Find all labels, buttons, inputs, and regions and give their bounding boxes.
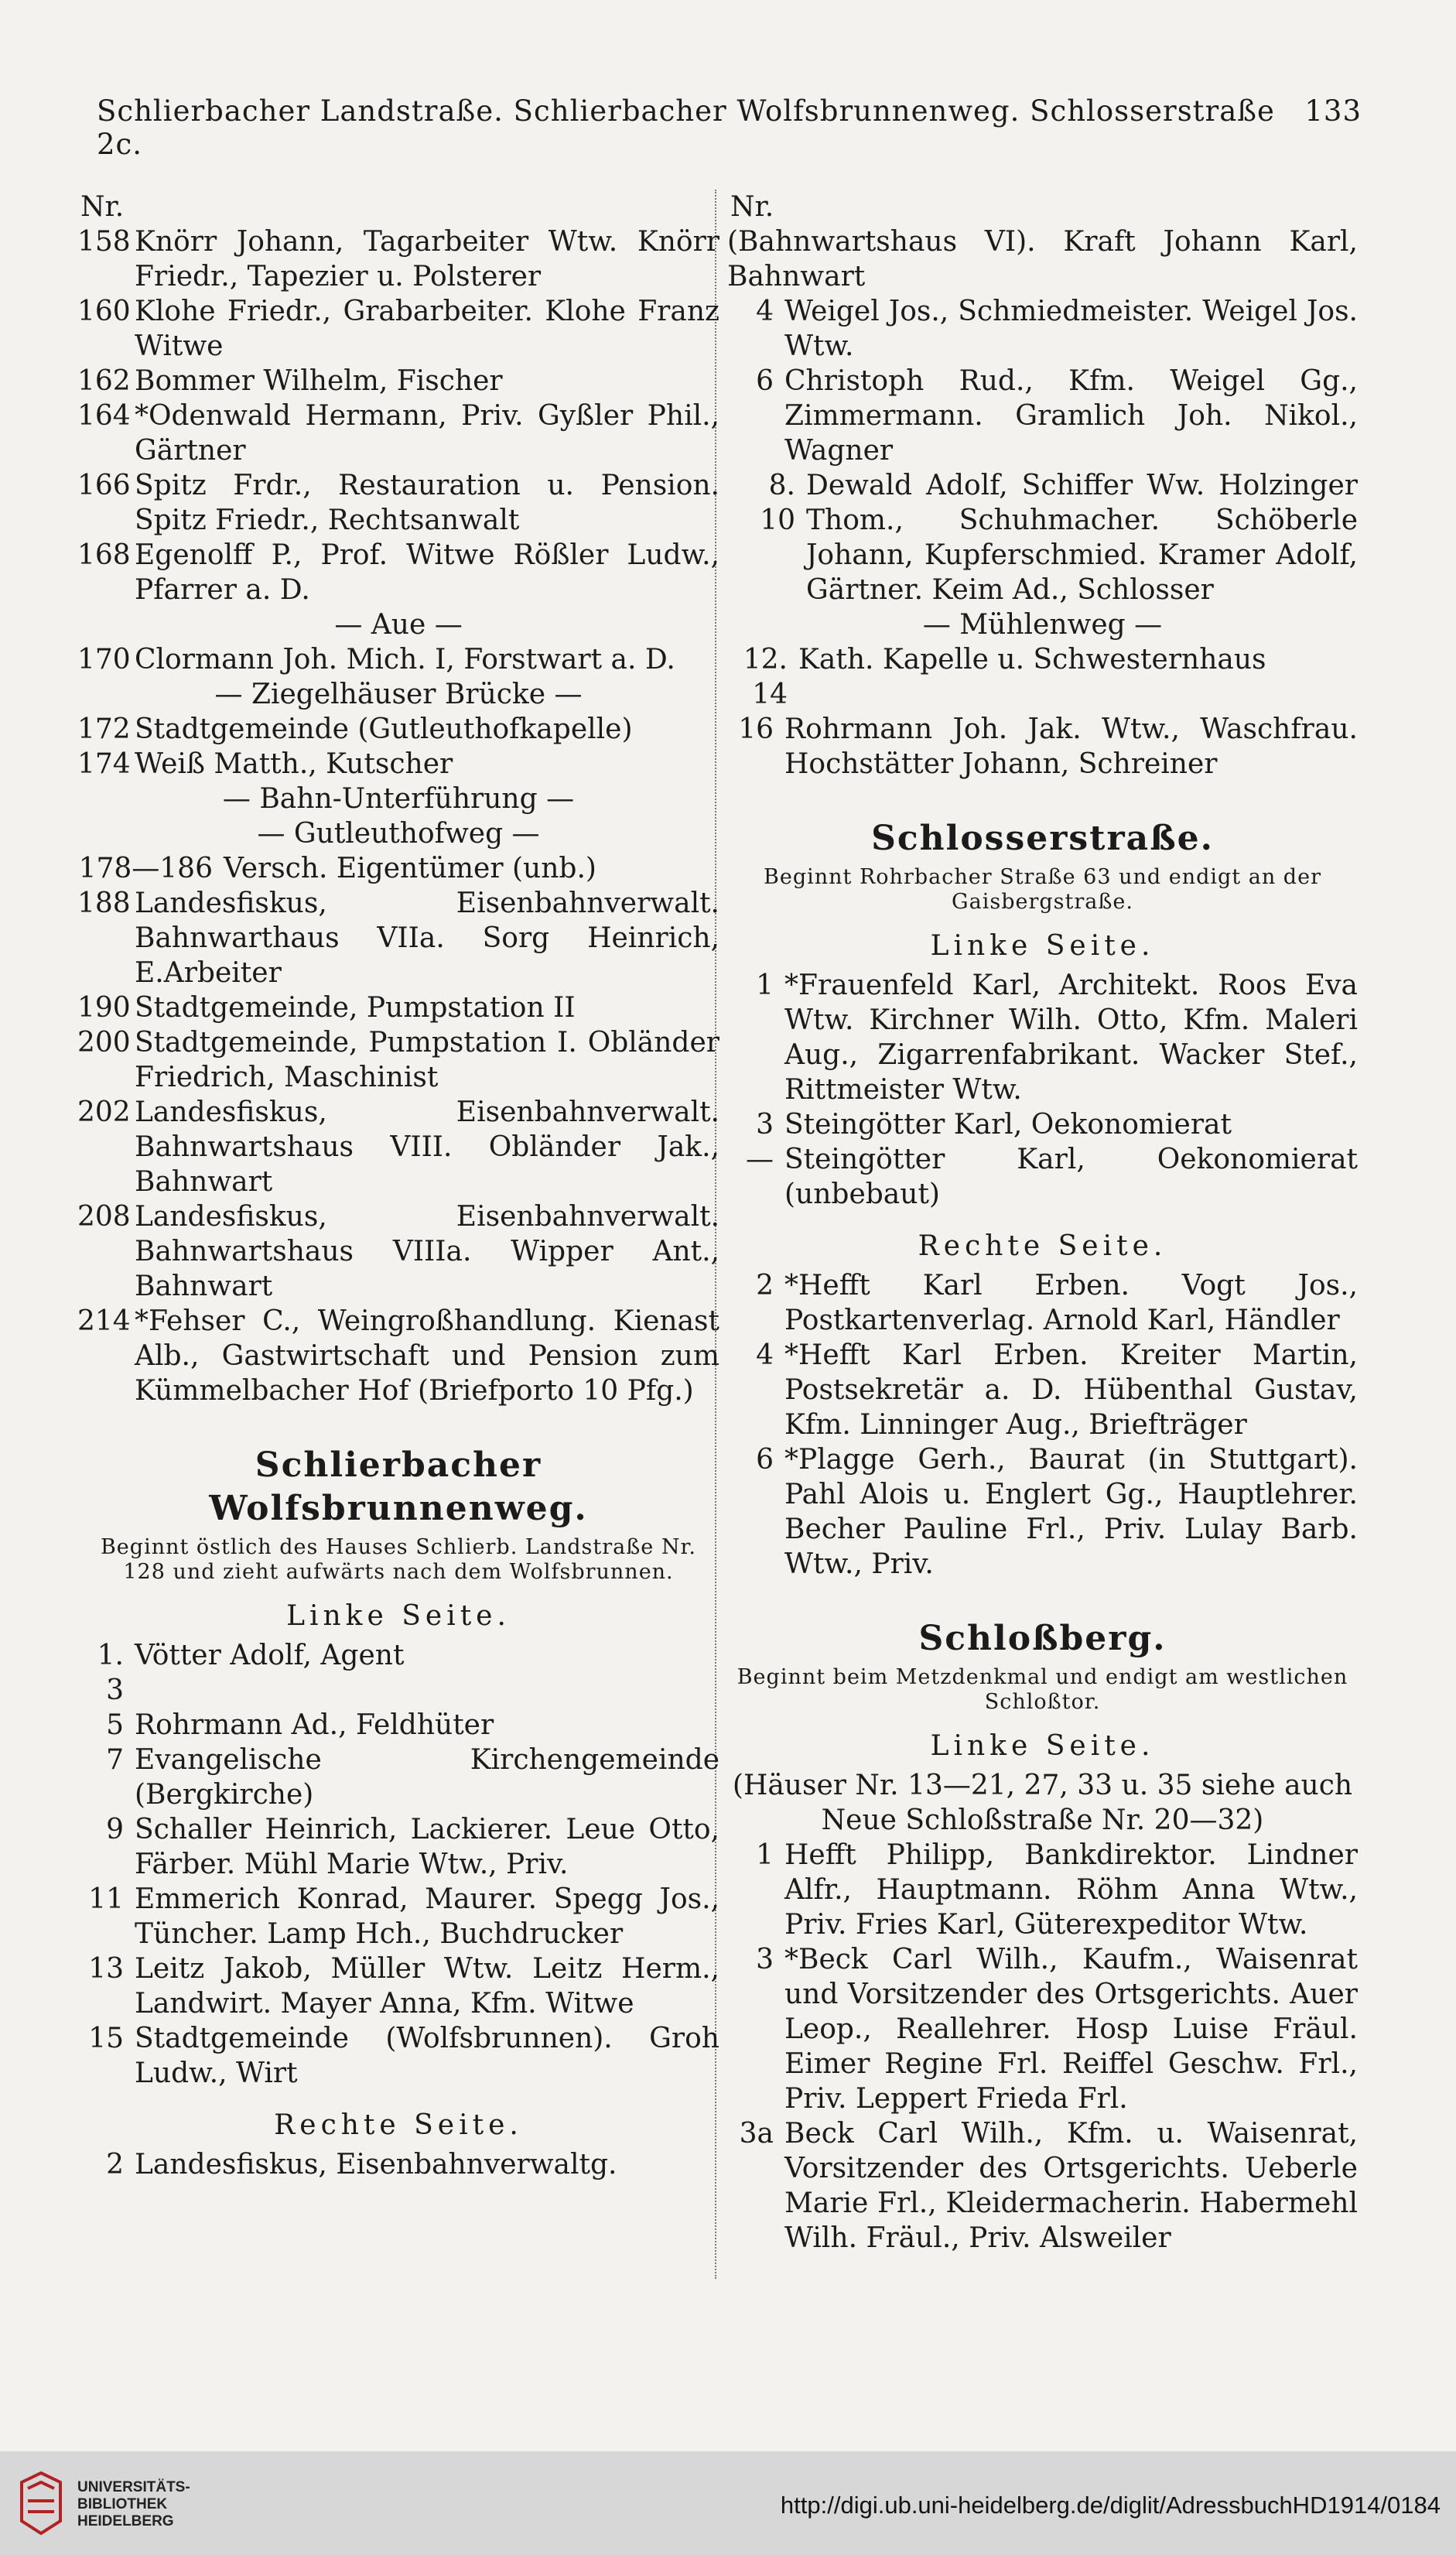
address-entry: [77, 1708, 719, 1743]
house-number: 12. 14: [743, 644, 788, 710]
house-number: 11: [88, 1883, 124, 1915]
entry-text: Stadtgemeinde, Pumpstation I. Obländer Friedrich, Maschinist: [135, 1027, 719, 1093]
address-entry: [727, 294, 1358, 364]
house-number: 15: [88, 2023, 124, 2054]
entry-text: Landesfiskus, Eisenbahnverwaltg.: [135, 2149, 617, 2180]
street-description: Beginnt beim Metzdenkmal und endigt am westlichen Schloßtor.: [737, 1665, 1348, 1714]
house-number: 164: [77, 400, 131, 432]
address-entry: [77, 1199, 719, 1304]
address-entry: [77, 398, 719, 468]
house-number: —: [746, 1144, 774, 1175]
house-number: 13: [88, 1953, 124, 1985]
entry-text: Landesfiskus, Eisenbahnverwalt. Bahnwartshaus VIII. Obländer Jak., Bahnwart: [135, 1096, 719, 1198]
entries-group: [727, 968, 1358, 1212]
address-entry: [77, 1638, 719, 1708]
entry-text: Bommer Wilhelm, Fischer: [135, 365, 503, 397]
entry-text: *Frauenfeld Karl, Architekt. Roos Eva Wtw. Kirchner Wilh. Otto, Kfm. Maleri Aug., Zigarrenfabrikant. Wacker Stef., Rittmeister Wtw.: [784, 970, 1358, 1106]
address-entry: [727, 968, 1358, 1107]
house-number: 170: [77, 644, 131, 676]
address-entry: [77, 2147, 719, 2182]
house-number: 7: [106, 1744, 124, 1776]
entry-text: Knörr Johann, Tagarbeiter Wtw. Knörr Friedr., Tapezier u. Polsterer: [135, 226, 719, 292]
entry-text: Klohe Friedr., Grabarbeiter. Klohe Franz Witwe: [135, 296, 719, 362]
address-entry: [77, 886, 719, 990]
entry-text: Rohrmann Ad., Feldhüter: [135, 1709, 494, 1741]
street-description: Beginnt Rohrbacher Straße 63 und endigt an der Gaisbergstraße.: [764, 865, 1321, 914]
cross-street-bahn: — Bahn-Unterführung —: [222, 783, 575, 815]
entry-text: Beck Carl Wilh., Kfm. u. Waisenrat, Vorsitzender des Ortsgerichts. Ueberle Marie Frl., Kleidermacherin. Habermehl Wilh. Fräul., Priv. Alsweiler: [784, 2118, 1358, 2254]
entry-text: Landesfiskus, Eisenbahnverwalt. Bahnwarthaus VIIa. Sorg Heinrich, E.Arbeiter: [135, 888, 719, 989]
entry-text: Kath. Kapelle u. Schwesternhaus: [798, 644, 1266, 676]
entry-text: Versch. Eigentümer (unb.): [224, 853, 596, 884]
entries-group: [727, 642, 1358, 782]
entry-text: *Fehser C., Weingroßhandlung. Kienast Alb., Gastwirtschaft und Pension zum Kümmelbacher Hof (Briefporto 10 Pfg.): [135, 1305, 719, 1407]
address-entry: [77, 851, 719, 886]
entry-text: Christoph Rud., Kfm. Weigel Gg., Zimmermann. Gramlich Joh. Nikol., Wagner: [784, 365, 1358, 467]
page-number: 133: [1304, 94, 1362, 128]
entries-group: [77, 1638, 719, 2091]
entries-group: [77, 642, 719, 677]
institution-name: [77, 2479, 190, 2530]
address-entry: [77, 1743, 719, 1812]
street-title-schlossberg: Schloßberg.: [918, 1619, 1167, 1658]
house-number: 6: [756, 1444, 774, 1476]
address-entry: [727, 642, 1358, 712]
house-number: 174: [77, 748, 131, 780]
institution-line: HEIDELBERG: [77, 2513, 174, 2529]
institution-line: UNIVERSITÄTS-: [77, 2479, 190, 2495]
footer-bar: [0, 2451, 1456, 2555]
right-column: [727, 190, 1358, 2256]
house-number: 4: [756, 296, 774, 327]
source-url-link[interactable]: http://digi.ub.uni-heidelberg.de/diglit/AdressbuchHD1914/0184: [780, 2492, 1441, 2519]
house-number: 200: [77, 1027, 131, 1059]
continuation-entry: [727, 224, 1358, 294]
address-entry: [727, 1442, 1358, 1582]
house-number: 166: [77, 470, 131, 501]
header-title: Schlierbacher Landstraße. Schlierbacher Wolfsbrunnenweg. Schlosserstraße 2c.: [97, 94, 1275, 161]
entry-text: Leitz Jakob, Müller Wtw. Leitz Herm., Landwirt. Mayer Anna, Kfm. Witwe: [135, 1953, 719, 2020]
schlossberg-note: (Häuser Nr. 13—21, 27, 33 u. 35 siehe auch Neue Schloßstraße Nr. 20—32): [732, 1770, 1353, 1836]
cross-street-ziegel: — Ziegelhäuser Brücke —: [214, 679, 583, 710]
address-entry: [77, 712, 719, 747]
entry-text: *Hefft Karl Erben. Vogt Jos., Postkartenverlag. Arnold Karl, Händler: [784, 1270, 1358, 1336]
address-entry: [727, 1942, 1358, 2116]
entry-text: Egenolff P., Prof. Witwe Rößler Ludw., Pfarrer a. D.: [135, 539, 719, 606]
entry-text: *Plagge Gerh., Baurat (in Stuttgart). Pahl Alois u. Englert Gg., Hauptlehrer. Becher Pauline Frl., Priv. Lulay Barb. Wtw., Priv.: [784, 1444, 1358, 1580]
side-label-right: Rechte Seite.: [918, 1230, 1167, 1262]
entries-group: [727, 1838, 1358, 2256]
entry-text: Schaller Heinrich, Lackierer. Leue Otto, Färber. Mühl Marie Wtw., Priv.: [135, 1814, 719, 1880]
cross-street-muehlenweg: — Mühlenweg —: [922, 609, 1163, 641]
house-number: 162: [77, 365, 131, 397]
house-number: 1: [756, 970, 774, 1001]
house-number: 190: [77, 992, 131, 1024]
entry-text: Vötter Adolf, Agent: [135, 1640, 405, 1671]
address-entry: [727, 364, 1358, 468]
side-label-left: Linke Seite.: [930, 930, 1155, 962]
side-label-left: Linke Seite.: [286, 1600, 511, 1632]
address-entry: [77, 294, 719, 364]
entry-text: Hefft Philipp, Bankdirektor. Lindner Alfr., Hauptmann. Röhm Anna Wtw., Priv. Fries Karl, Güterexpeditor Wtw.: [784, 1839, 1358, 1941]
cross-street-gutleut: — Gutleuthofweg —: [257, 818, 540, 850]
entries-group: [77, 712, 719, 782]
side-label-right: Rechte Seite.: [274, 2109, 523, 2141]
house-number: 188: [77, 888, 131, 919]
entries-group: [77, 2147, 719, 2182]
address-entry: [727, 712, 1358, 782]
side-label-left: Linke Seite.: [930, 1730, 1155, 1762]
address-entry: [77, 538, 719, 607]
cross-street-aue: — Aue —: [334, 609, 463, 641]
street-title-wolfsbrunnenweg: Schlierbacher Wolfsbrunnenweg.: [209, 1445, 588, 1528]
house-number: 3: [756, 1109, 774, 1141]
house-number: 8. 10: [760, 470, 795, 536]
entry-text: Weiß Matth., Kutscher: [135, 748, 453, 780]
library-seal-icon: [14, 2467, 68, 2540]
address-entry: [727, 1107, 1358, 1142]
street-description: Beginnt östlich des Hauses Schlierb. Landstraße Nr. 128 und zieht aufwärts nach dem Wolfsbrunnen.: [100, 1535, 697, 1584]
address-entry: [77, 364, 719, 398]
house-number: 9: [106, 1814, 124, 1845]
entry-text: (Bahnwartshaus VI). Kraft Johann Karl, Bahnwart: [727, 226, 1358, 292]
address-entry: [77, 747, 719, 782]
address-entry: [727, 1338, 1358, 1442]
address-entry: [77, 1812, 719, 1882]
nr-label: Nr.: [80, 191, 125, 223]
entry-text: Steingötter Karl, Oekonomierat (unbebaut): [784, 1144, 1358, 1210]
entries-group: [727, 294, 1358, 607]
address-entry: [77, 1951, 719, 2021]
address-entry: [77, 2021, 719, 2091]
house-number: 202: [77, 1096, 131, 1128]
address-entry: [77, 1304, 719, 1408]
entry-text: Dewald Adolf, Schiffer Ww. Holzinger Thom., Schuhmacher. Schöberle Johann, Kupferschmied. Kramer Adolf, Gärtner. Keim Ad., Schlosser: [806, 470, 1358, 606]
address-entry: [77, 1095, 719, 1199]
entry-text: Stadtgemeinde (Wolfsbrunnen). Groh Ludw., Wirt: [135, 2023, 719, 2089]
house-number: 2: [106, 2149, 124, 2180]
entry-text: Weigel Jos., Schmiedmeister. Weigel Jos. Wtw.: [784, 296, 1358, 362]
house-number: 172: [77, 713, 131, 745]
house-number: 1: [756, 1839, 774, 1871]
institution-line: BIBLIOTHEK: [77, 2496, 168, 2512]
house-number: 160: [77, 296, 131, 327]
entry-text: Stadtgemeinde, Pumpstation II: [135, 992, 576, 1024]
house-number: 6: [756, 365, 774, 397]
house-number: 2: [756, 1270, 774, 1301]
house-number: 3a: [739, 2118, 774, 2150]
house-number: 158: [77, 226, 131, 258]
address-entry: [77, 224, 719, 294]
entries-group: [727, 1268, 1358, 1582]
house-number: 16: [738, 713, 774, 745]
house-number: 214: [77, 1305, 131, 1337]
address-entry: [727, 1268, 1358, 1338]
house-number: 178—186: [78, 853, 213, 884]
nr-label: Nr.: [730, 191, 774, 223]
running-header: [97, 94, 1362, 161]
entry-text: Stadtgemeinde (Gutleuthofkapelle): [135, 713, 633, 745]
house-number: 4: [756, 1339, 774, 1371]
house-number: 5: [106, 1709, 124, 1741]
address-entry: [727, 2116, 1358, 2256]
entry-text: Spitz Frdr., Restauration u. Pension. Spitz Friedr., Rechtsanwalt: [135, 470, 719, 536]
entry-text: *Beck Carl Wilh., Kaufm., Waisenrat und Vorsitzender des Ortsgerichts. Auer Leop., Reallehrer. Hosp Luise Fräul. Eimer Regine Frl. Reiffel Geschw. Frl., Priv. Leppert Frieda Frl.: [784, 1944, 1358, 2115]
entry-text: Evangelische Kirchengemeinde (Bergkirche): [135, 1744, 719, 1811]
entry-text: Rohrmann Joh. Jak. Wtw., Waschfrau. Hochstätter Johann, Schreiner: [784, 713, 1358, 780]
entry-text: Emmerich Konrad, Maurer. Spegg Jos., Tüncher. Lamp Hch., Buchdrucker: [135, 1883, 719, 1950]
address-entry: [77, 1882, 719, 1951]
entries-group: [77, 851, 719, 1408]
address-entry: [77, 990, 719, 1025]
entry-text: Landesfiskus, Eisenbahnverwalt. Bahnwartshaus VIIIa. Wipper Ant., Bahnwart: [135, 1201, 719, 1302]
entry-text: *Odenwald Hermann, Priv. Gyßler Phil., Gärtner: [135, 400, 719, 467]
entries-group: [77, 224, 719, 607]
house-number: 3: [756, 1944, 774, 1975]
house-number: 208: [77, 1201, 131, 1233]
address-entry: [77, 1025, 719, 1095]
house-number: 1. 3: [97, 1640, 124, 1706]
street-title-schlosserstrasse: Schlosserstraße.: [871, 819, 1214, 858]
entry-text: Steingötter Karl, Oekonomierat: [784, 1109, 1232, 1141]
entry-text: *Hefft Karl Erben. Kreiter Martin, Postsekretär a. D. Hübenthal Gustav, Kfm. Linninger Aug., Briefträger: [784, 1339, 1358, 1441]
address-entry: [727, 468, 1358, 607]
address-entry: [77, 642, 719, 677]
address-entry: [727, 1142, 1358, 1212]
address-entry: [77, 468, 719, 538]
house-number: 168: [77, 539, 131, 571]
address-entry: [727, 1838, 1358, 1942]
left-column: [77, 190, 719, 2182]
entry-text: Clormann Joh. Mich. I, Forstwart a. D.: [135, 644, 675, 676]
